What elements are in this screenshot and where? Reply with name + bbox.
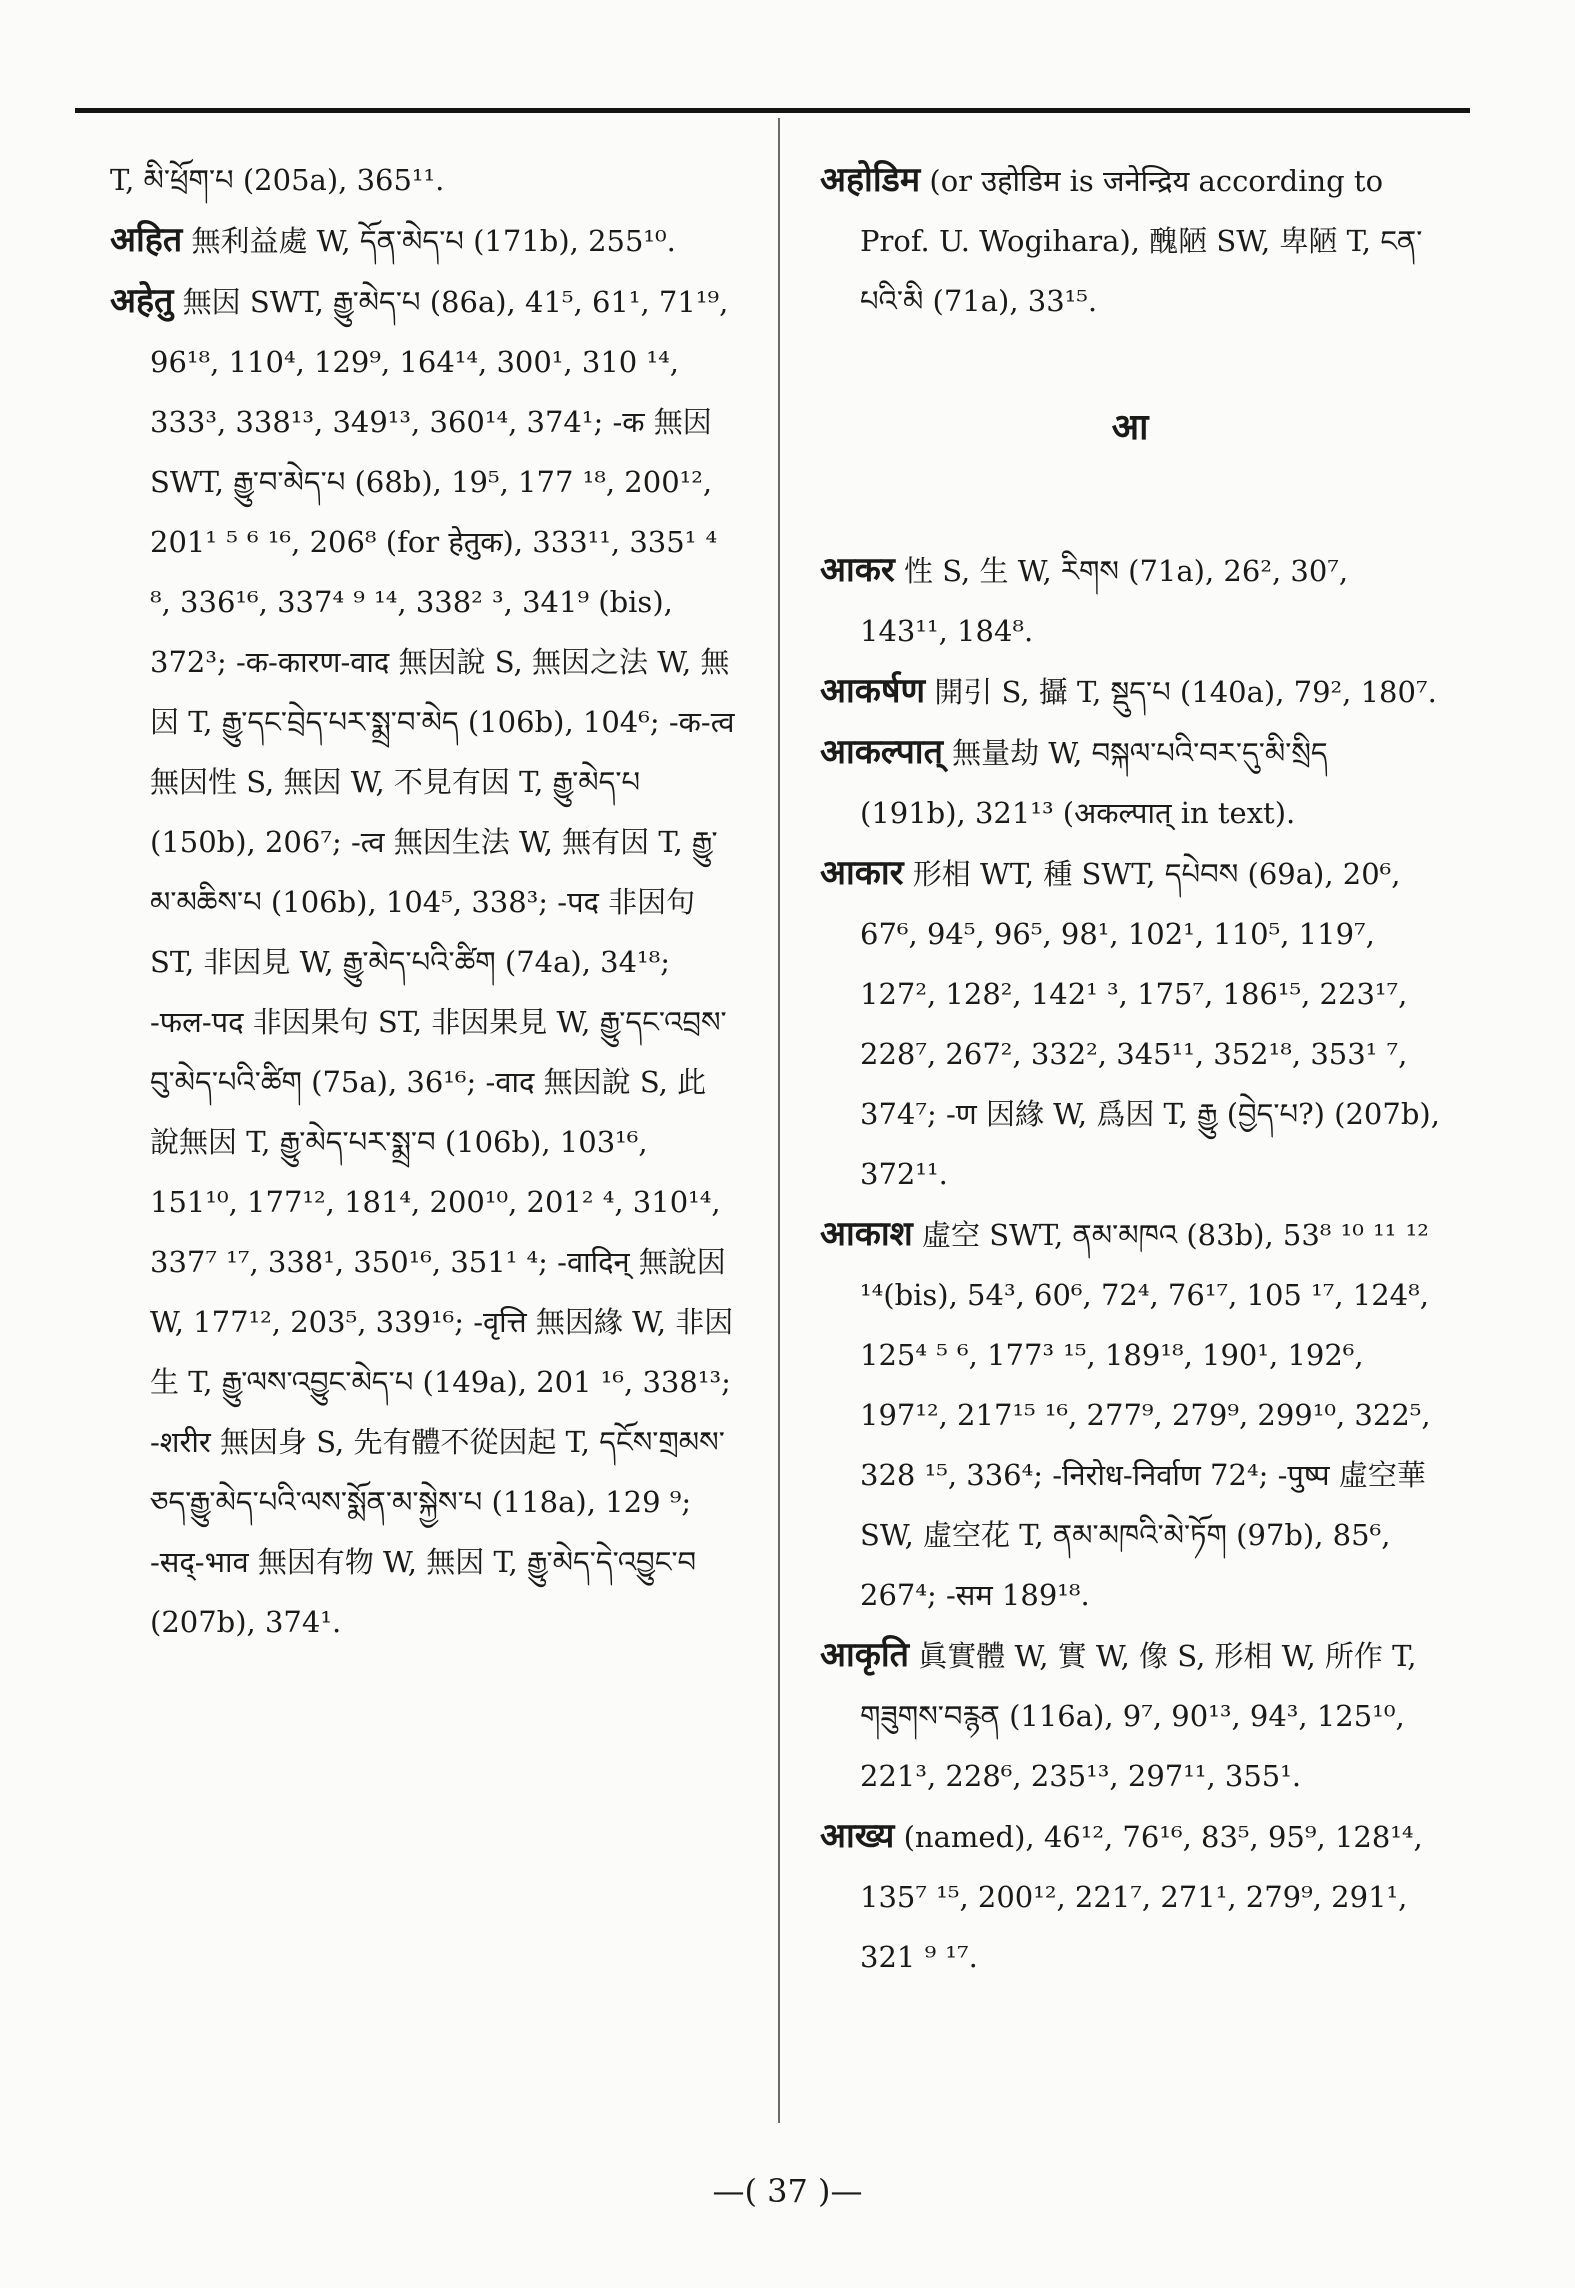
page-number: —( 37 )—	[712, 2172, 863, 2210]
entry-headword: आकाश	[820, 1214, 913, 1254]
entry-akara	[820, 540, 1440, 661]
entry-headword: अहित	[110, 220, 183, 260]
entry-akalpat	[820, 722, 1440, 843]
entry-headword: आकर्षण	[820, 671, 926, 711]
entry-akarshana	[820, 661, 1440, 722]
entry-ahetu	[110, 271, 735, 1652]
entry-headword: अहोडिम	[820, 160, 921, 200]
entry-text: 性 S, 生 W, རིགས (71a), 26², 30⁷, 143¹¹, 184⁸.	[860, 554, 1349, 648]
entry-text: 開引 S, 攝 T, སྡུད་པ (140a), 79², 180⁷.	[934, 675, 1437, 709]
entry-text: (named), 46¹², 76¹⁶, 83⁵, 95⁹, 128¹⁴, 135⁷ ¹⁵, 200¹², 221⁷, 271¹, 279⁹, 291¹, 321 ⁹ ¹⁷.	[860, 1820, 1423, 1974]
entry-text: 無利益處 W, དོན་མེད་པ (171b), 255¹⁰.	[191, 224, 676, 258]
column-divider	[778, 118, 780, 2123]
entry-text: (or उहोडिम is जनेन्द्रिय according to Prof. U. Wogihara), 醜陋 SW, 卑陋 T, ངན་པའི་མི (71a), 33¹⁵.	[860, 164, 1423, 318]
left-column	[110, 150, 735, 1652]
entry-text: 形相 WT, 種 SWT, དཔེབས (69a), 20⁶, 67⁶, 94⁵, 96⁵, 98¹, 102¹, 110⁵, 119⁷, 127², 128², 142¹ ³, 175⁷, 186¹⁵, 223¹⁷, 228⁷, 267², 332², 345¹¹, 352¹⁸, 353¹ ⁷, 374⁷; -ण 因緣 W, 爲因 T, རྒྱུ (བྱེད་པ?) (207b), 372¹¹.	[860, 857, 1440, 1191]
entry-text: 無量劫 W, བསྐལ་པའི་བར་དུ་མི་སྲིད (191b), 321¹³ (अकल्पात् in text).	[860, 736, 1328, 830]
entry-headword: आकल्पात्	[820, 732, 943, 772]
entry-headword: आकार	[820, 853, 904, 893]
entry-headword: आकर	[820, 550, 895, 590]
entry-text: 無因 SWT, རྒྱུ་མེད་པ (86a), 41⁵, 61¹, 71¹⁹, 96¹⁸, 110⁴, 129⁹, 164¹⁴, 300¹, 310 ¹⁴, 333³, 338¹³, 349¹³, 360¹⁴, 374¹; -क 無因 SWT, རྒྱུ་བ་མེད་པ (68b), 19⁵, 177 ¹⁸, 200¹², 201¹ ⁵ ⁶ ¹⁶, 206⁸ (for हेतुक), 333¹¹, 335¹ ⁴ ⁸, 336¹⁶, 337⁴ ⁹ ¹⁴, 338² ³, 341⁹ (bis), 372³; -क-कारण-वाद 無因說 S, 無因之法 W, 無因 T, རྒྱུ་དང་བྲེད་པར་སྨྲ་བ་མེད (106b), 104⁶; -क-त्व 無因性 S, 無因 W, 不見有因 T, རྒྱུ་མེད་པ (150b), 206⁷; -त्व 無因生法 W, 無有因 T, རྒྱུ་མ་མཆིས་པ (106b), 104⁵, 338³; -पद 非因句 ST, 非因見 W, རྒྱུ་མེད་པའི་ཚིག (74a), 34¹⁸; -फल-पद 非因果句 ST, 非因果見 W, རྒྱུ་དང་འབྲས་བུ་མེད་པའི་ཚིག (75a), 36¹⁶; -वाद 無因說 S, 此說無因 T, རྒྱུ་མེད་པར་སྨྲ་བ (106b), 103¹⁶, 151¹⁰, 177¹², 181⁴, 200¹⁰, 201² ⁴, 310¹⁴, 337⁷ ¹⁷, 338¹, 350¹⁶, 351¹ ⁴; -वादिन् 無說因 W, 177¹², 203⁵, 339¹⁶; -वृत्ति 無因緣 W, 非因生 T, རྒྱུ་ལས་འབྱུང་མེད་པ (149a), 201 ¹⁶, 338¹³; -शरीर 無因身 S, 先有體不從因起 T, དངོས་གྲམས་ཅད་རྒྱུ་མེད་པའི་ལས་སྨོན་མ་སྐྱེས་པ (118a), 129 ⁹; -सद्-भाव 無因有物 W, 無因 T, རྒྱུ་མེད་དེ་འབྱུང་བ (207b), 374¹.	[150, 285, 735, 1639]
entry-akriti	[820, 1625, 1440, 1806]
entry-headword: अहेतु	[110, 281, 174, 321]
entry-headword: आख्य	[820, 1816, 895, 1856]
top-rule	[75, 108, 1470, 113]
right-column	[820, 150, 1440, 1987]
entry-ahodima	[820, 150, 1440, 331]
entry-text: 虛空 SWT, ནམ་མཁའ (83b), 53⁸ ¹⁰ ¹¹ ¹² ¹⁴(bis), 54³, 60⁶, 72⁴, 76¹⁷, 105 ¹⁷, 124⁸, 125⁴ ⁵ ⁶, 177³ ¹⁵, 189¹⁸, 190¹, 192⁶, 197¹², 217¹⁵ ¹⁶, 277⁹, 279⁹, 299¹⁰, 322⁵, 328 ¹⁵, 336⁴; -निरोध-निर्वाण 72⁴; -पुष्प 虛空華 SW, 虛空花 T, ནམ་མཁའི་མེ་ཏོག (97b), 85⁶, 267⁴; -सम 189¹⁸.	[860, 1218, 1431, 1612]
entry-akaara	[820, 843, 1440, 1204]
entry-akhya	[820, 1806, 1440, 1987]
entry-text: 眞實體 W, 實 W, 像 S, 形相 W, 所作 T, གཟུགས་བརྙན (116a), 9⁷, 90¹³, 94³, 125¹⁰, 221³, 228⁶, 235¹³, 297¹¹, 355¹.	[860, 1639, 1417, 1793]
entry-text: T, མི་ཕྲོག་པ (205a), 365¹¹.	[110, 163, 445, 197]
entry-continuation	[110, 150, 735, 210]
section-heading: आ	[1111, 406, 1149, 448]
entry-akasha	[820, 1204, 1440, 1625]
entry-headword: आकृति	[820, 1635, 910, 1675]
entry-ahita	[110, 210, 735, 271]
